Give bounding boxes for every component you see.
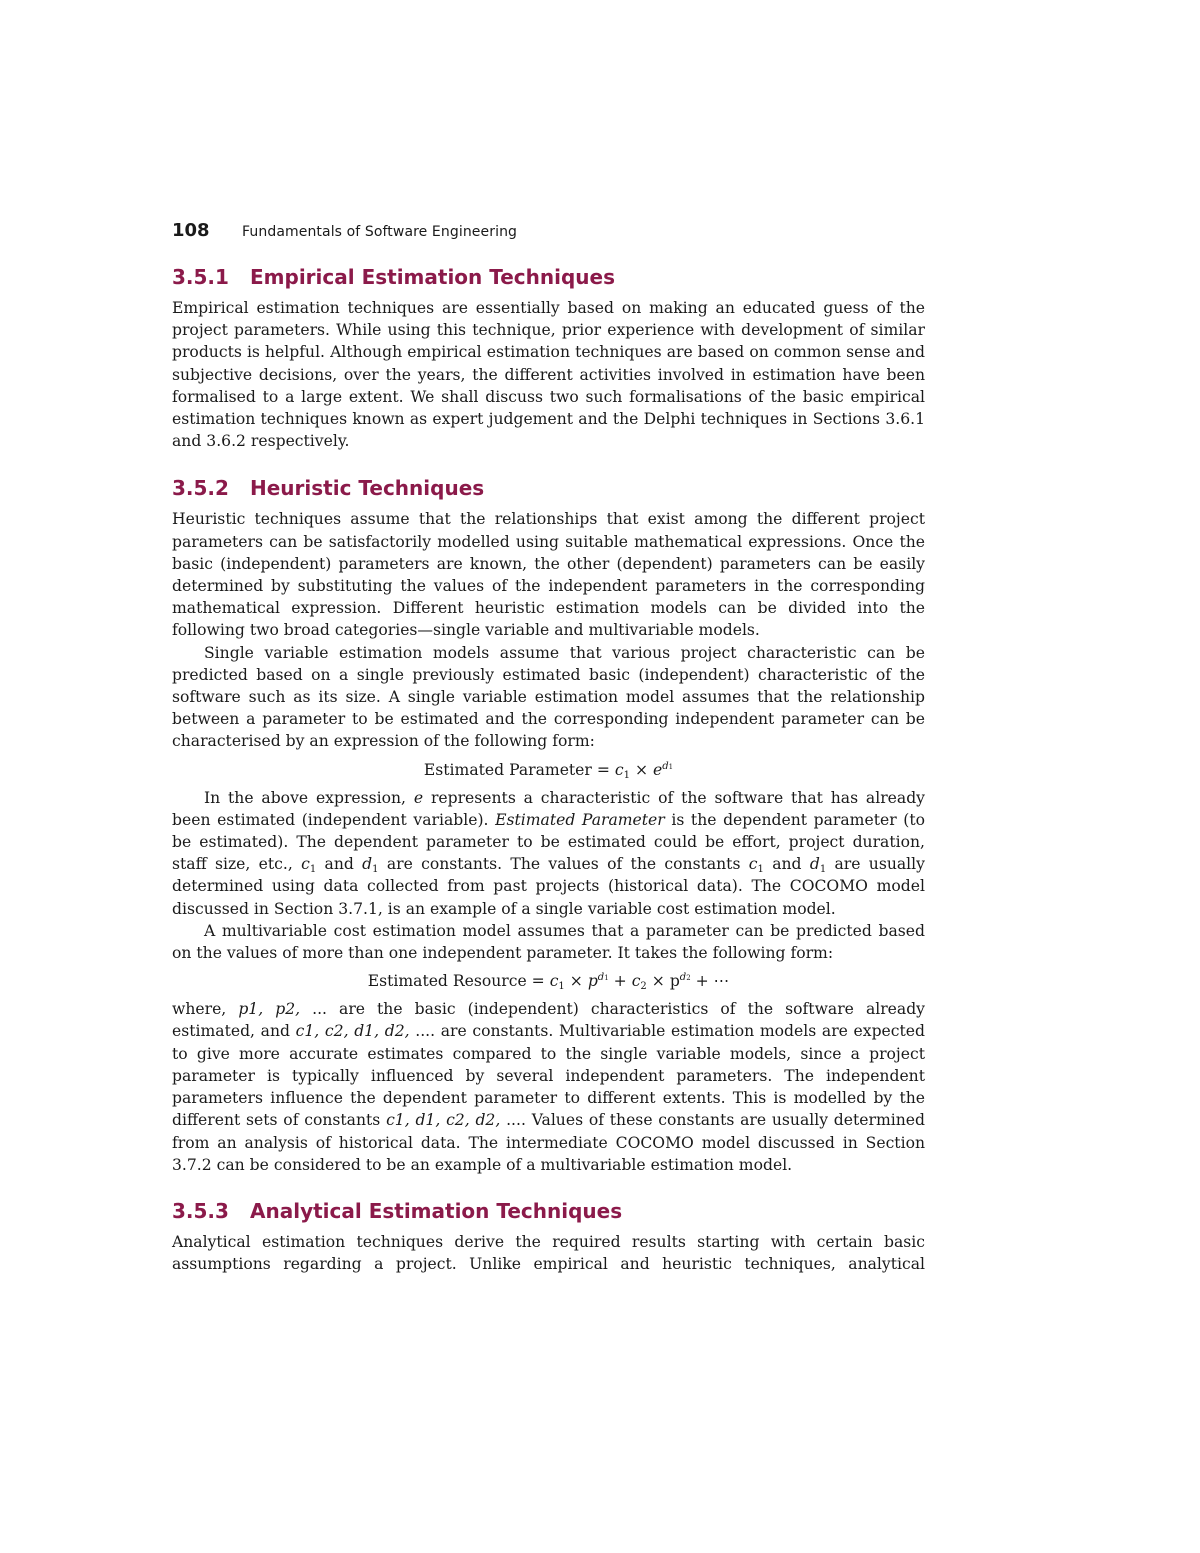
formula-var-c: c — [614, 760, 624, 779]
text-run: where, — [172, 1000, 227, 1019]
formula-exponent — [680, 972, 691, 983]
section-heading-3-5-1 — [172, 264, 925, 290]
vars-p: p1, p2, — [238, 1000, 301, 1019]
var-sub: 1 — [309, 864, 317, 876]
var-d: d — [809, 855, 820, 874]
formula-times: × — [634, 760, 649, 779]
formula-exponent — [598, 972, 609, 983]
section-title: Empirical Estimation Techniques — [250, 265, 615, 289]
formula-exponent — [662, 761, 673, 772]
section-number: 3.5.2 — [172, 476, 229, 501]
var-sub: 1 — [819, 864, 827, 876]
formula-sub: 1 — [558, 981, 565, 993]
paragraph-heuristic-intro: Heuristic techniques assume that the relationships that exist among the different project parameters can be satisfactorily modelled using suitable mathematical expressions. Once the basic (independent) parameters are known, the other (dependent) parameters can be easily determined by substituting the values of the independent parameters in the corresponding mathematical expression. Different heuristic estimation models can be divided into the following two broad categories—single variable and multivariable models. — [172, 510, 925, 640]
section-number: 3.5.3 — [172, 1198, 229, 1223]
var-c: c — [748, 855, 758, 874]
formula-lhs: Estimated Resource = — [367, 972, 545, 991]
var-d: d — [362, 855, 373, 874]
var-e: e — [413, 788, 424, 807]
text-run: represents a characteristic of the software that has already been estimated (independent variable). — [172, 788, 925, 829]
formula-plus: + — [613, 972, 627, 991]
paragraph-multivariable: A multivariable cost estimation model assumes that a parameter can be predicted based on the values of more than one independent parameter. It takes the following form: — [172, 921, 925, 963]
var-c: c — [301, 855, 310, 874]
formula-exp-sub: 2 — [686, 974, 691, 983]
formula-tail: + ⋯ — [695, 972, 730, 991]
text-run: ... are the basic (independent) characteristics of the software already estimated, and — [172, 1000, 925, 1041]
term-estimated-parameter: Estimated Parameter — [495, 810, 665, 829]
page-number: 108 — [172, 220, 210, 241]
formula-exp-sub: 1 — [604, 974, 609, 983]
book-title: Fundamentals of Software Engineering — [242, 224, 518, 240]
vars-cd: c1, c2, d1, d2, — [295, 1022, 410, 1041]
text-run: and — [324, 855, 354, 874]
formula-var-c: c — [631, 972, 641, 991]
paragraph-where-constants — [172, 998, 925, 1176]
page — [172, 220, 925, 1275]
section-number: 3.5.1 — [172, 265, 229, 289]
paragraph-empirical: Empirical estimation techniques are essentially based on making an educated guess of the project parameters. While using this technique, prior experience with development of similar products is helpful. Although empirical estimation techniques are based on common sense and subjective decisions, over the years, the different activities involved in estimation have been formalised to a large extent. We shall discuss two such formalisations of the basic empirical estimation techniques known as expert judgement and the Delphi techniques in Sections 3.6.1 and 3.6.2 respectively. — [172, 299, 925, 451]
formula-exp-d: d — [662, 760, 669, 772]
formula-var-c: c — [549, 972, 559, 991]
formula-exp-sub: 1 — [668, 762, 674, 771]
text-run: In the above expression, — [204, 788, 407, 807]
vars-cd: c1, d1, c2, d2, — [386, 1111, 501, 1130]
section-heading-3-5-3 — [172, 1198, 925, 1224]
text-run: are usually determined using data collected from past projects (historical data). The COCOMO model discussed in Section 3.7.1, is an example of a single variable cost estimation model. — [172, 855, 925, 918]
formula-estimated-resource — [172, 970, 925, 992]
text-run: is the dependent parameter (to be estimated). The dependent parameter to be estimated could be effort, project duration, staff size, etc., — [172, 810, 925, 874]
formula-estimated-parameter — [172, 759, 925, 781]
paragraph-analytical: Analytical estimation techniques derive the required results starting with certain basic assumptions regarding a project. Unlike empirical and heuristic techniques, analytical — [172, 1232, 925, 1274]
text-run: .... Values of these constants are usually determined from an analysis of historical data. The intermediate COCOMO model discussed in Section 3.7.2 can be considered to be an example of a multivariable estimation model. — [172, 1111, 925, 1174]
formula-times: × — [569, 972, 583, 991]
formula-var-e: e — [652, 760, 663, 779]
paragraph-single-variable: Single variable estimation models assume that various project characteristic can be predicted based on a single previously estimated basic (independent) characteristic of the software such as its size. A single variable estimation model assumes that the relationship between a parameter to be estimated and the corresponding independent parameter can be characterised by an expression of the following form: — [172, 643, 925, 751]
formula-times: × — [651, 972, 665, 991]
section-title: Analytical Estimation Techniques — [250, 1198, 623, 1223]
section-title: Heuristic Techniques — [250, 476, 485, 501]
formula-exp-d: d — [679, 972, 687, 984]
var-sub: 1 — [757, 864, 764, 876]
formula-lhs: Estimated Parameter = — [423, 760, 610, 779]
paragraph-expression-explained — [172, 787, 925, 920]
section-heading-3-5-2 — [172, 475, 925, 501]
running-head — [172, 220, 925, 246]
formula-exp-d: d — [597, 972, 605, 984]
formula-var-p: p — [587, 972, 598, 991]
formula-sub: 1 — [623, 769, 630, 781]
text-run: .... are constants. Multivariable estimation models are expected to give more accurate estimates compared to the single variable models, since a project parameter is typically influenced by several independent parameters. The independent parameters influence the dependent parameter to different extents. This is modelled by the different sets of constants — [172, 1022, 925, 1130]
formula-var-p: p — [669, 972, 680, 991]
formula-sub: 2 — [640, 981, 647, 993]
var-sub: 1 — [372, 864, 379, 876]
text-run: are constants. The values of the constants — [386, 855, 741, 874]
text-run: and — [772, 855, 802, 874]
